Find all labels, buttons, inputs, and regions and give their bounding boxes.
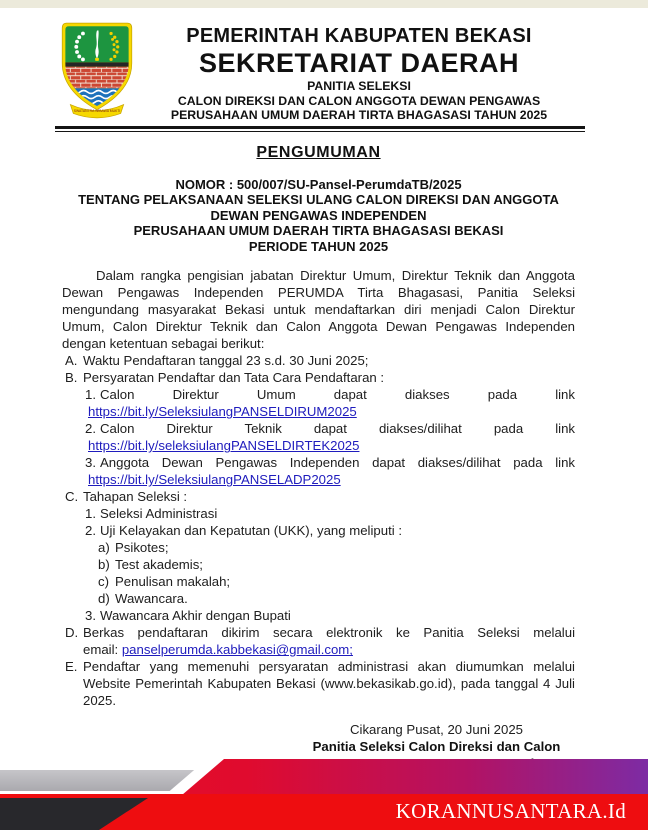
- item-b2: [85, 420, 575, 454]
- item-marker: d): [98, 591, 110, 607]
- footer-brand-watermark: KORANNUSANTARA.Id: [395, 799, 626, 823]
- document-number-block: [62, 177, 575, 255]
- letterhead: [0, 0, 648, 132]
- committee-line3: PERUSAHAAN UMUM DAERAH TIRTA BHAGASASI TAHUN 2025: [170, 108, 548, 122]
- kabupaten-bekasi-logo-icon: [60, 20, 134, 121]
- number-line: NOMOR : 500/007/SU-Pansel-PerumdaTB/2025: [175, 176, 462, 192]
- item-marker: C.: [65, 489, 79, 505]
- item-e: [65, 658, 575, 709]
- item-marker: b): [98, 557, 110, 573]
- item-text: Pendaftar yang memenuhi persyaratan administrasi akan diumumkan melalui Website Pemerintah Kabupaten Bekasi (www.bekasikab.go.id), pada tanggal 4 Juli 2025.: [83, 659, 575, 709]
- email-label: email:: [83, 642, 122, 658]
- item-text: Tahapan Seleksi :: [83, 489, 188, 505]
- item-b: [65, 369, 575, 488]
- item-marker: B.: [65, 370, 78, 386]
- signature-committee-line1: Panitia Seleksi Calon Direksi dan Calon: [312, 739, 561, 755]
- item-b3: [85, 454, 575, 488]
- logo-motto-text: SWATANTRA WIBAWA MUKTI: [73, 108, 121, 113]
- org-name: PEMERINTAH KABUPATEN BEKASI: [186, 25, 532, 47]
- item-text: Test akademis;: [115, 557, 203, 573]
- item-b1: [85, 386, 575, 420]
- email-line: [83, 641, 575, 658]
- registration-link-adp[interactable]: https://bit.ly/SeleksiulangPANSELADP2025: [88, 472, 341, 488]
- number-line: TENTANG PELAKSANAAN SELEKSI ULANG CALON DIREKSI DAN ANGGOTA: [78, 192, 559, 208]
- opening-paragraph: Dalam rangka pengisian jabatan Direktur Umum, Direktur Teknik dan Anggota Dewan Pengawas Independen PERUMDA Tirta Bhagasasi, Panitia Seleksi mengundang masyarakat Bekasi untuk mendaftarkan diri menjadi Calon Direktur Umum, Calon Direktur Teknik dan Calon Anggota Dewan Pengawas Independen dengan ketentuan sebagai berikut:: [62, 268, 575, 352]
- document-title: PENGUMUMAN: [256, 143, 381, 161]
- signature-place-date: Cikarang Pusat, 20 Juni 2025: [349, 722, 523, 738]
- item-marker: 1.: [85, 506, 96, 522]
- committee-line1: PANITIA SELEKSI: [307, 79, 411, 93]
- item-marker: 3.: [85, 608, 96, 624]
- item-c1: [85, 505, 575, 522]
- item-text: Penulisan makalah;: [115, 574, 231, 590]
- item-text: Wawancara.: [115, 591, 188, 607]
- item-text: Berkas pendaftaran dikirim secara elektronik ke Panitia Seleksi melalui: [83, 625, 575, 641]
- number-line: DEWAN PENGAWAS INDEPENDEN: [210, 207, 427, 223]
- item-c2a: [98, 539, 575, 556]
- item-text: Uji Kelayakan dan Kepatutan (UKK), yang meliputi :: [100, 523, 403, 539]
- item-text: Waktu Pendaftaran tanggal 23 s.d. 30 Juni 2025;: [83, 353, 369, 369]
- item-d: [65, 624, 575, 658]
- registration-link-dirum[interactable]: https://bit.ly/SeleksiulangPANSELDIRUM2025: [88, 404, 357, 420]
- item-marker: A.: [65, 353, 78, 369]
- number-line: PERIODE TAHUN 2025: [248, 238, 389, 254]
- registration-link-dirtek[interactable]: https://bit.ly/seleksiulangPANSELDIRTEK2025: [88, 438, 360, 454]
- item-a: [65, 352, 575, 369]
- footer-banner: [0, 756, 648, 830]
- dept-name: SEKRETARIAT DAERAH: [198, 48, 519, 78]
- item-marker: 3.: [85, 455, 96, 471]
- item-c2d: [98, 590, 575, 607]
- item-marker: c): [98, 574, 109, 590]
- item-c2b: [98, 556, 575, 573]
- document-body: [62, 144, 575, 773]
- item-marker: 2.: [85, 421, 96, 437]
- item-marker: 2.: [85, 523, 96, 539]
- committee-email-link[interactable]: panselperumda.kabbekasi@gmail.com;: [121, 642, 353, 658]
- letterhead-divider: [55, 126, 585, 132]
- item-text: Calon Direktur Teknik dapat diakses/dilihat pada link: [100, 421, 575, 437]
- item-text: Persyaratan Pendaftar dan Tata Cara Pendaftaran :: [83, 370, 385, 386]
- item-text: Wawancara Akhir dengan Bupati: [100, 608, 291, 624]
- committee-line2: CALON DIREKSI DAN CALON ANGGOTA DEWAN PENGAWAS: [177, 93, 541, 108]
- item-c: [65, 488, 575, 624]
- item-marker: E.: [65, 659, 78, 675]
- item-marker: D.: [65, 625, 79, 641]
- number-line: PERUSAHAAN UMUM DAERAH TIRTA BHAGASASI BEKASI: [133, 223, 504, 239]
- item-c2: [85, 522, 575, 607]
- item-c2c: [98, 573, 575, 590]
- item-marker: a): [98, 540, 110, 556]
- letterhead-text: [110, 24, 608, 123]
- item-text: Calon Direktur Umum dapat diakses pada link: [100, 387, 575, 403]
- item-c3: [85, 607, 575, 624]
- item-text: Psikotes;: [115, 540, 169, 556]
- item-text: Seleksi Administrasi: [100, 506, 218, 522]
- item-marker: 1.: [85, 387, 96, 403]
- item-text: Anggota Dewan Pengawas Independen dapat diakses/dilihat pada link: [100, 455, 575, 471]
